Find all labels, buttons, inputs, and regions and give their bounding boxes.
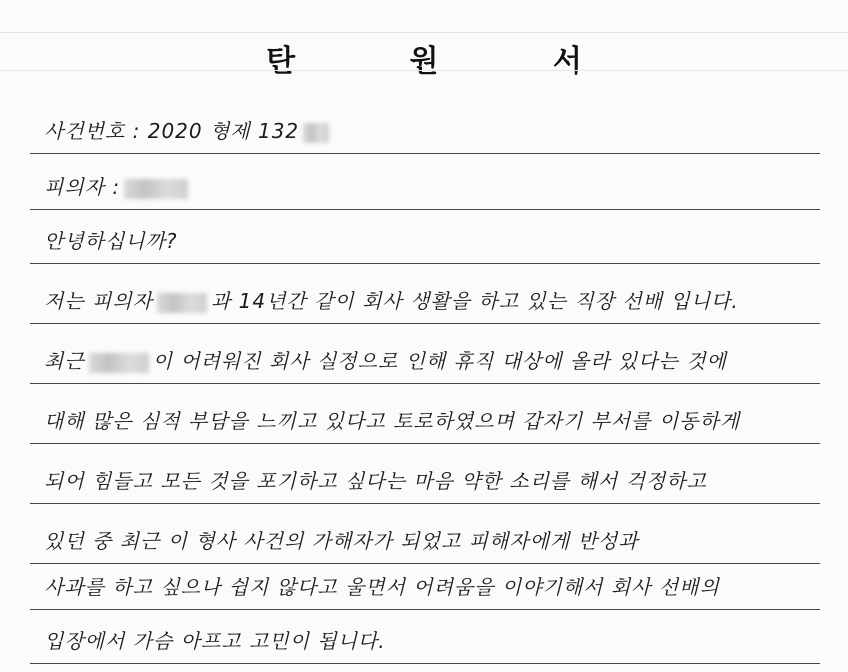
body-line-1: 저는 피의자 과 14년간 같이 회사 생활을 하고 있는 직장 선배 입니다. <box>30 278 820 324</box>
case-number-text: 사건번호 : 2020 형제 132 <box>44 119 300 143</box>
greeting-text: 안녕하십니까? <box>44 229 178 253</box>
suspect-label: 피의자 : <box>44 175 121 199</box>
body-line-2: 최근 이 어려워진 회사 실정으로 인해 휴직 대상에 올라 있다는 것에 <box>30 338 820 384</box>
title-divider <box>0 70 848 71</box>
redacted-name <box>89 353 149 373</box>
redacted-suspect-name <box>124 179 188 199</box>
body-line-6: 사과를 하고 싶으나 쉽지 않다고 울면서 어려움을 이야기해서 회사 선배의 <box>30 564 820 610</box>
body-line-3: 대해 많은 심적 부담을 느끼고 있다고 토로하였으며 갑자기 부서를 이동하게 <box>30 398 820 444</box>
ruled-line <box>30 263 820 264</box>
redacted-name <box>157 293 207 313</box>
document-title: 탄 원 서 <box>266 44 634 79</box>
ruled-line <box>30 209 820 210</box>
ruled-line <box>30 323 820 324</box>
ruled-line <box>30 383 820 384</box>
suspect-line <box>30 164 820 210</box>
redacted-case-digits <box>303 123 329 143</box>
top-divider <box>0 32 848 33</box>
body-line-7: 입장에서 가슴 아프고 고민이 됩니다. <box>30 618 820 664</box>
ruled-line <box>30 153 820 154</box>
ruled-line <box>30 609 820 610</box>
ruled-line <box>30 443 820 444</box>
body-line-4: 되어 힘들고 모든 것을 포기하고 싶다는 마음 약한 소리를 해서 걱정하고 <box>30 458 820 504</box>
ruled-line <box>30 503 820 504</box>
body-line-5: 있던 중 최근 이 형사 사건의 가해자가 되었고 피해자에게 반성과 <box>30 518 820 564</box>
greeting-line <box>30 218 820 264</box>
ruled-line <box>30 663 820 664</box>
case-number-line <box>30 108 820 154</box>
